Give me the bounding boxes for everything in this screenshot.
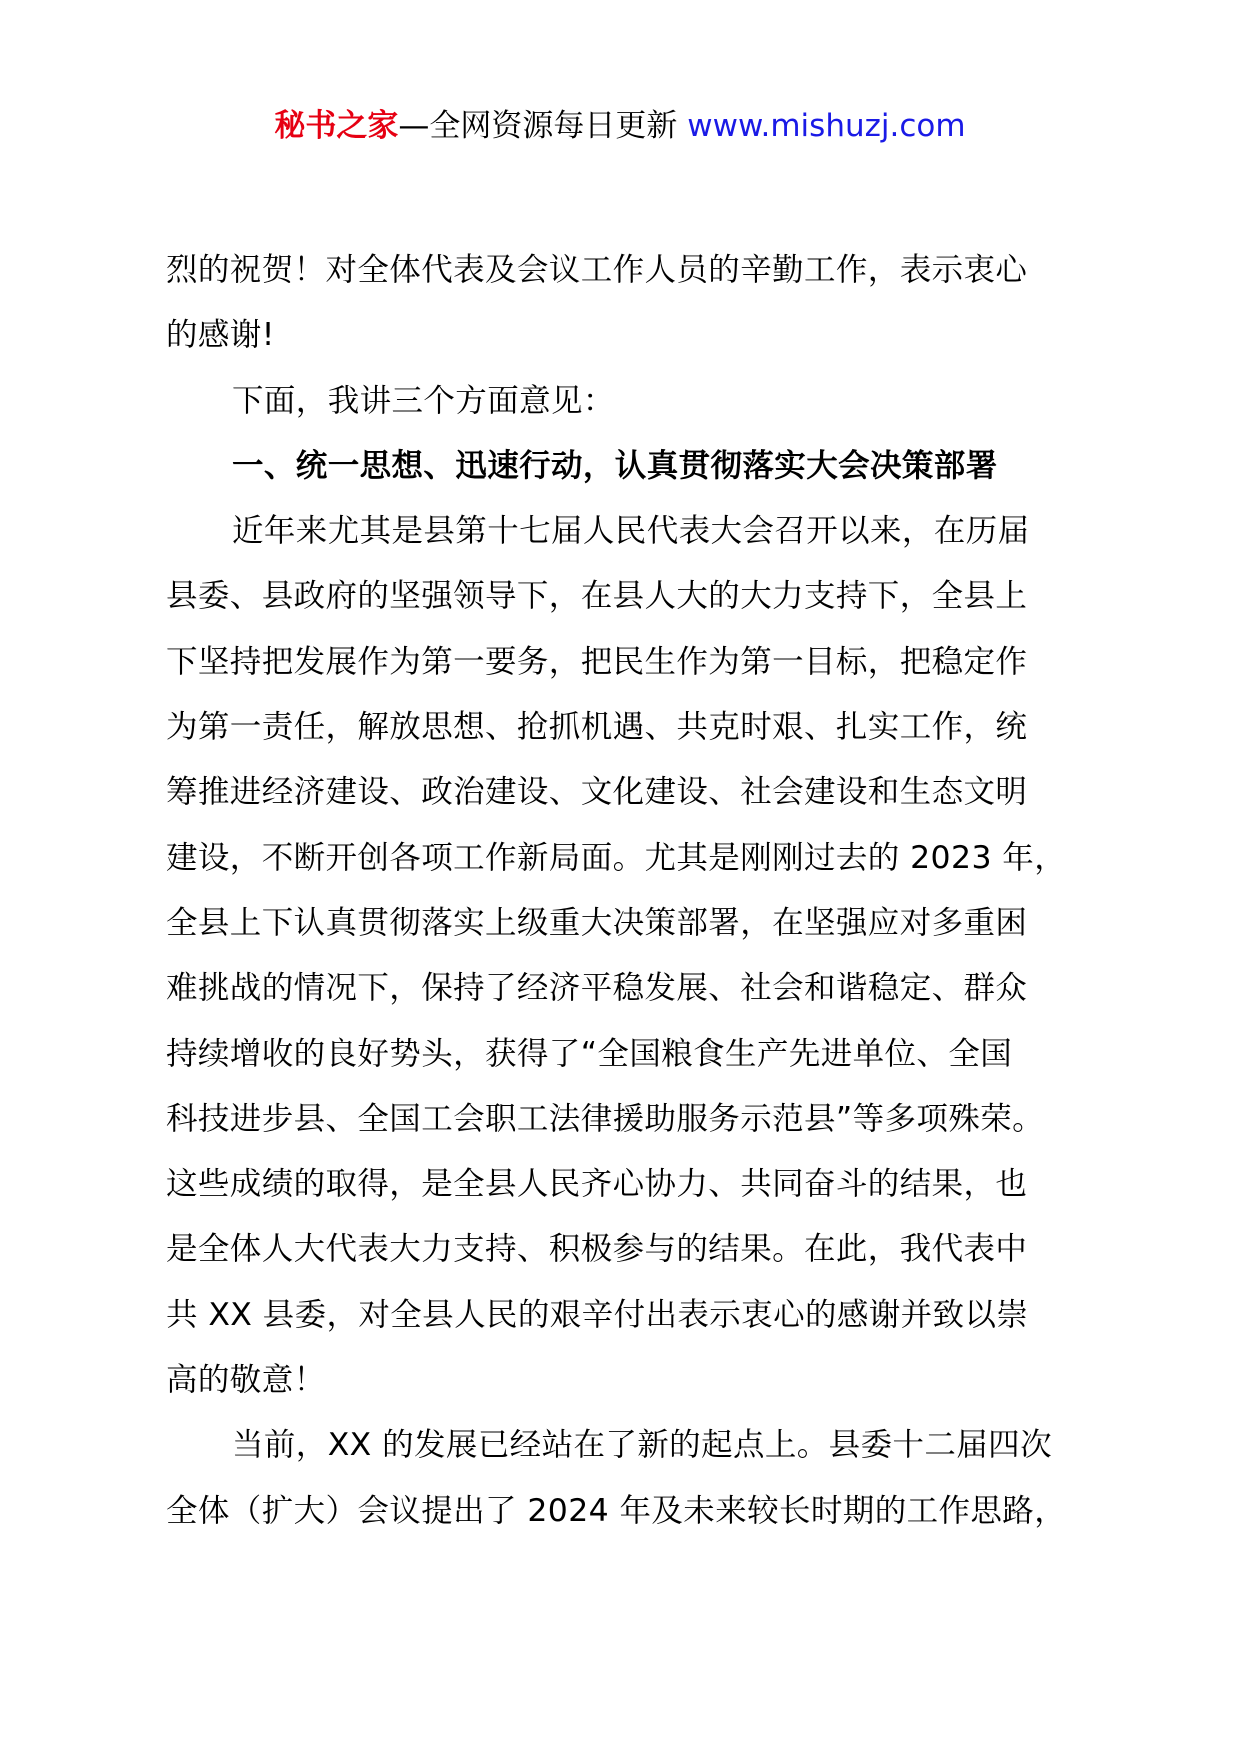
site-brand: 秘书之家 [274, 108, 399, 144]
paragraph-line: 烈的祝贺！对全体代表及会议工作人员的辛勤工作，表示衷心 [166, 252, 1028, 288]
paragraph-line: 下面，我讲三个方面意见： [232, 382, 615, 419]
paragraph-line: 筹推进经济建设、政治建设、文化建设、社会建设和生态文明 [166, 774, 1028, 811]
paragraph-line: 全县上下认真贯彻落实上级重大决策部署，在坚强应对多重困 [166, 904, 1028, 941]
paragraph-line: 近年来尤其是县第十七届人民代表大会召开以来，在历届 [232, 513, 1030, 550]
paragraph-line: 下坚持把发展作为第一要务，把民生作为第一目标，把稳定作 [166, 643, 1028, 680]
paragraph-line: 难挑战的情况下，保持了经济平稳发展、社会和谐稳定、群众 [166, 970, 1028, 1007]
paragraph-line: 县委、县政府的坚强领导下，在县人大的大力支持下，全县上 [166, 578, 1028, 615]
paragraph-line: 的感谢! [166, 317, 275, 354]
paragraph-line: 这些成绩的取得，是全县人民齐心协力、共同奋斗的结果，也 [166, 1166, 1028, 1203]
paragraph-line: 高的敬意！ [166, 1362, 326, 1399]
site-tagline: —全网资源每日更新 [398, 108, 678, 144]
paragraph-line: 共 XX 县委，对全县人民的艰辛付出表示衷心的感谢并致以崇 [166, 1296, 1029, 1333]
paragraph-line: 持续增收的良好势头，获得了“全国粮食生产先进单位、全国 [166, 1035, 1013, 1072]
site-url-link[interactable]: www.mishuzj.com [687, 108, 966, 144]
paragraph-line: 科技进步县、全国工会职工法律援助服务示范县”等多项殊荣。 [166, 1100, 1045, 1137]
paragraph-line: 建设，不断开创各项工作新局面。尤其是刚刚过去的 2023 年， [166, 839, 1067, 876]
paragraph-line: 为第一责任，解放思想、抢抓机遇、共克时艰、扎实工作，统 [166, 709, 1028, 746]
site-header [0, 104, 1240, 148]
paragraph-line: 当前，XX 的发展已经站在了新的起点上。县委十二届四次 [232, 1427, 1052, 1464]
section-heading: 一、统一思想、迅速行动，认真贯彻落实大会决策部署 [232, 447, 998, 484]
paragraph-line: 全体（扩大）会议提出了 2024 年及未来较长时期的工作思路， [166, 1492, 1067, 1529]
document-body [166, 238, 1096, 1544]
paragraph-line: 是全体人大代表大力支持、积极参与的结果。在此，我代表中 [166, 1231, 1028, 1268]
